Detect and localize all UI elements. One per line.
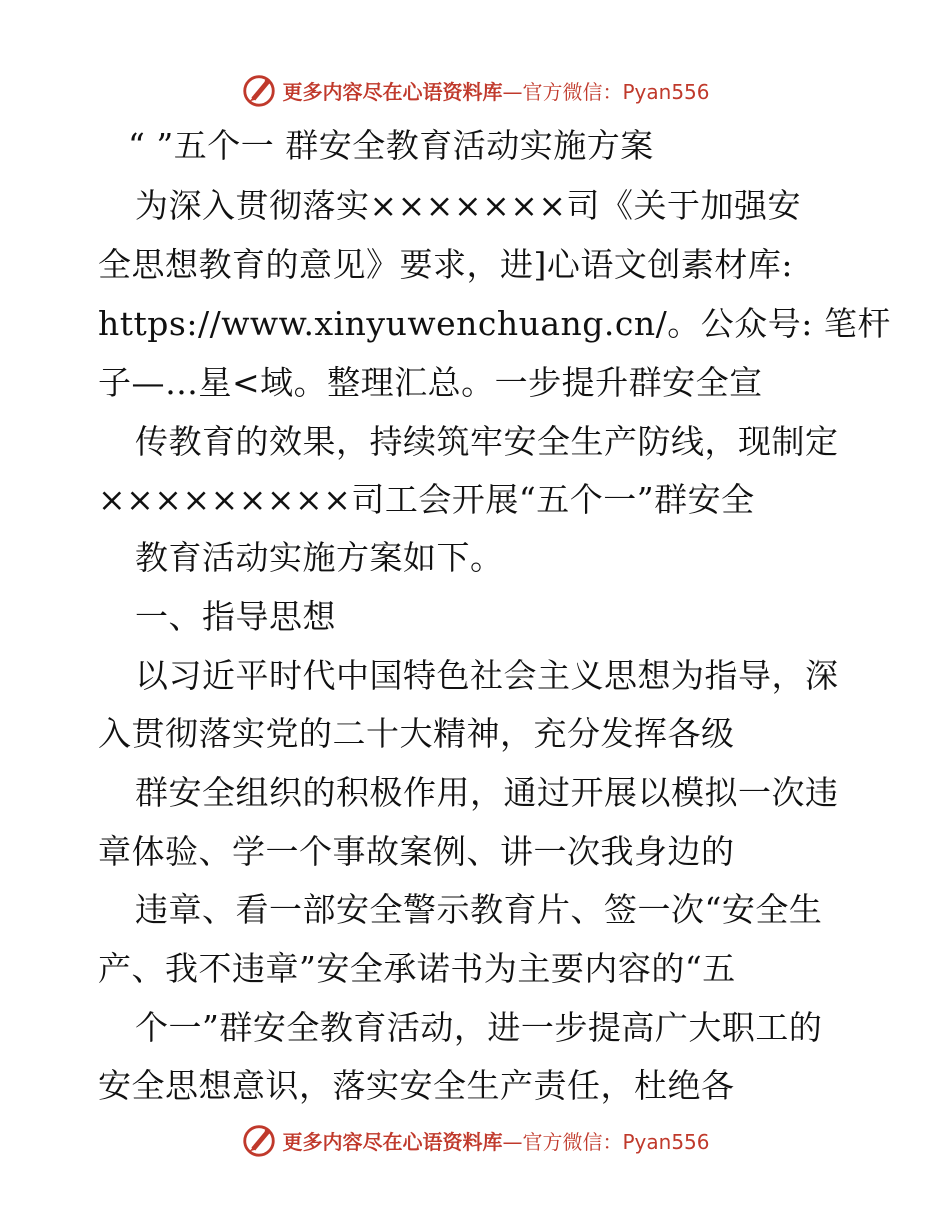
paragraph-line: 章体验、学一个事故案例、讲一次我身边的 <box>98 832 735 871</box>
header-banner <box>0 70 950 110</box>
footer-banner <box>0 1120 950 1160</box>
banner-separator: — <box>502 1129 523 1154</box>
banner-id: Pyan556 <box>622 79 710 104</box>
paragraph-line: 产、我不违章”安全承诺书为主要内容的“五 <box>98 949 736 988</box>
banner-main-text: 更多内容尽在心语资料库 <box>282 79 503 104</box>
document-title: “ ”五个一 群安全教育活动实施方案 <box>128 126 654 165</box>
brand-logo-icon <box>240 1121 278 1159</box>
paragraph-line: 以习近平时代中国特色社会主义思想为指导，深 <box>135 656 839 695</box>
paragraph-line: 个一”群安全教育活动，进一步提高广大职工的 <box>135 1008 823 1047</box>
paragraph-line: 群安全组织的积极作用，通过开展以模拟一次违 <box>135 773 839 812</box>
paragraph-line: 入贯彻落实党的二十大精神，充分发挥各级 <box>98 714 735 753</box>
paragraph-line: 全思想教育的意见》要求，进]心语文创素材库: <box>98 245 793 284</box>
banner-official-label: 官方微信： <box>522 1129 623 1154</box>
banner-separator: — <box>502 79 523 104</box>
brand-logo-icon <box>240 71 278 109</box>
paragraph-line: ×××××××××司工会开展“五个一”群安全 <box>98 480 755 519</box>
banner-text <box>282 1126 709 1155</box>
paragraph-line: 传教育的效果，持续筑牢安全生产防线，现制定 <box>135 422 839 461</box>
paragraph-line: 安全思想意识，落实安全生产责任，杜绝各 <box>98 1066 735 1105</box>
paragraph-line: 违章、看一部安全警示教育片、签一次“安全生 <box>135 890 823 929</box>
banner-id: Pyan556 <box>622 1129 710 1154</box>
paragraph-line: 为深入贯彻落实×××××××司《关于加强安 <box>135 186 802 225</box>
banner-main-text: 更多内容尽在心语资料库 <box>282 1129 503 1154</box>
paragraph-line: 子—…星<域。整理汇总。一步提升群安全宣 <box>98 363 763 402</box>
section-heading: 一、指导思想 <box>135 597 336 636</box>
banner-official-label: 官方微信： <box>522 79 623 104</box>
banner-text <box>282 76 709 105</box>
paragraph-line: 教育活动实施方案如下。 <box>135 538 504 577</box>
paragraph-line: https://www.xinyuwenchuang.cn/。公众号: 笔杆 <box>98 304 891 343</box>
